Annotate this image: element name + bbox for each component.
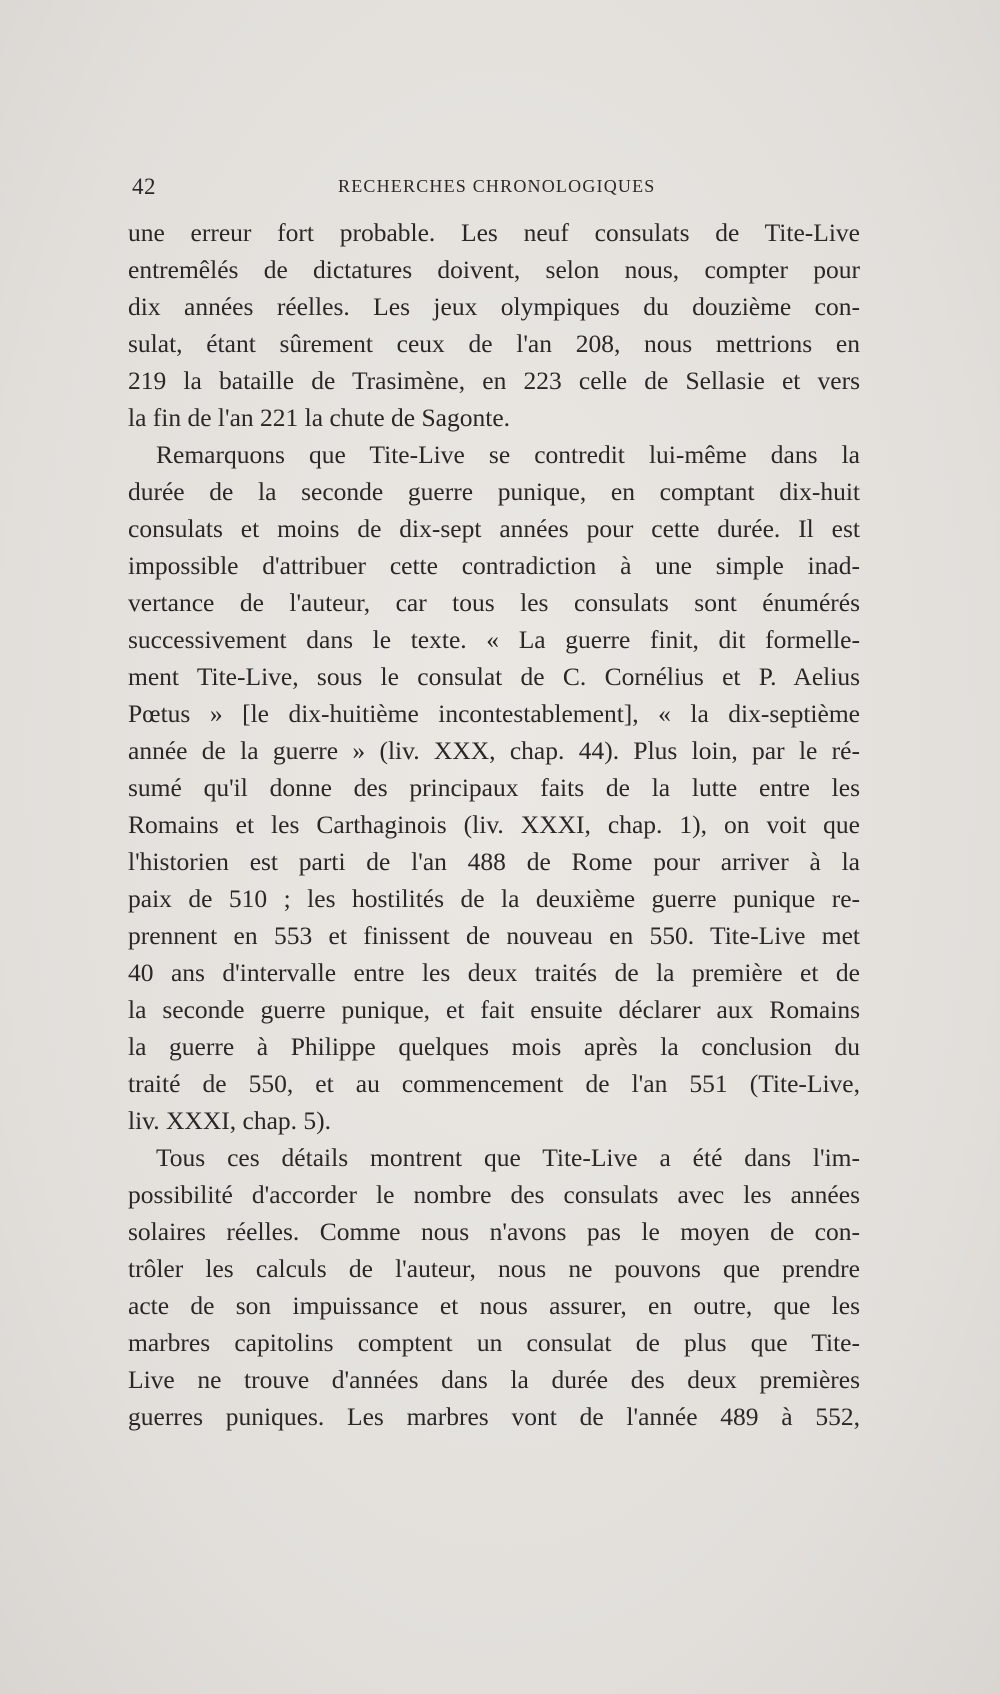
text-line: Pœtus » [le dix-huitième incontestablement], « la dix-septième	[128, 699, 860, 728]
running-head	[132, 174, 862, 204]
text-line: Romains et les Carthaginois (liv. XXXI, chap. 1), on voit que	[128, 810, 860, 839]
body-text	[128, 214, 860, 1435]
text-line: ment Tite-Live, sous le consulat de C. Cornélius et P. Aelius	[128, 662, 860, 691]
text-line: Remarquons que Tite-Live se contredit lui-même dans la	[156, 440, 860, 469]
text-line: prennent en 553 et finissent de nouveau en 550. Tite-Live met	[128, 921, 860, 950]
text-line: sulat, étant sûrement ceux de l'an 208, nous mettrions en	[128, 329, 860, 358]
text-line: Tous ces détails montrent que Tite-Live a été dans l'im-	[156, 1143, 860, 1172]
text-line: paix de 510 ; les hostilités de la deuxième guerre punique re-	[128, 884, 860, 913]
text-line: sumé qu'il donne des principaux faits de la lutte entre les	[128, 773, 860, 802]
paragraph	[128, 1139, 860, 1435]
text-line: possibilité d'accorder le nombre des consulats avec les années	[128, 1180, 860, 1209]
text-line: trôler les calculs de l'auteur, nous ne pouvons que prendre	[128, 1254, 860, 1283]
text-line: l'historien est parti de l'an 488 de Rome pour arriver à la	[128, 847, 860, 876]
text-line: durée de la seconde guerre punique, en comptant dix-huit	[128, 477, 860, 506]
text-line: solaires réelles. Comme nous n'avons pas le moyen de con-	[128, 1217, 860, 1246]
text-line: entremêlés de dictatures doivent, selon nous, compter pour	[128, 255, 860, 284]
text-line: liv. XXXI, chap. 5).	[128, 1106, 332, 1135]
text-line: la fin de l'an 221 la chute de Sagonte.	[128, 403, 511, 432]
text-line: 219 la bataille de Trasimène, en 223 celle de Sellasie et vers	[128, 366, 860, 395]
text-line: traité de 550, et au commencement de l'an 551 (Tite-Live,	[128, 1069, 860, 1098]
text-line: impossible d'attribuer cette contradiction à une simple inad-	[128, 551, 860, 580]
text-line: acte de son impuissance et nous assurer, en outre, que les	[128, 1291, 860, 1320]
text-line: 40 ans d'intervalle entre les deux traités de la première et de	[128, 958, 860, 987]
text-line: une erreur fort probable. Les neuf consulats de Tite-Live	[128, 218, 860, 247]
text-line: dix années réelles. Les jeux olympiques du douzième con-	[128, 292, 860, 321]
text-line: consulats et moins de dix-sept années pour cette durée. Il est	[128, 514, 860, 543]
running-head-title: RECHERCHES CHRONOLOGIQUES	[338, 176, 656, 196]
text-line: la seconde guerre punique, et fait ensuite déclarer aux Romains	[128, 995, 860, 1024]
text-line: marbres capitolins comptent un consulat de plus que Tite-	[128, 1328, 860, 1357]
paragraph	[128, 436, 860, 1139]
text-line: successivement dans le texte. « La guerre finit, dit formelle-	[128, 625, 860, 654]
text-line: guerres puniques. Les marbres vont de l'année 489 à 552,	[128, 1402, 860, 1431]
page-number: 42	[132, 174, 156, 199]
text-line: année de la guerre » (liv. XXX, chap. 44). Plus loin, par le ré-	[128, 736, 860, 765]
text-line: vertance de l'auteur, car tous les consulats sont énumérés	[128, 588, 860, 617]
text-line: Live ne trouve d'années dans la durée des deux premières	[128, 1365, 860, 1394]
text-line: la guerre à Philippe quelques mois après la conclusion du	[128, 1032, 860, 1061]
paragraph	[128, 214, 860, 436]
